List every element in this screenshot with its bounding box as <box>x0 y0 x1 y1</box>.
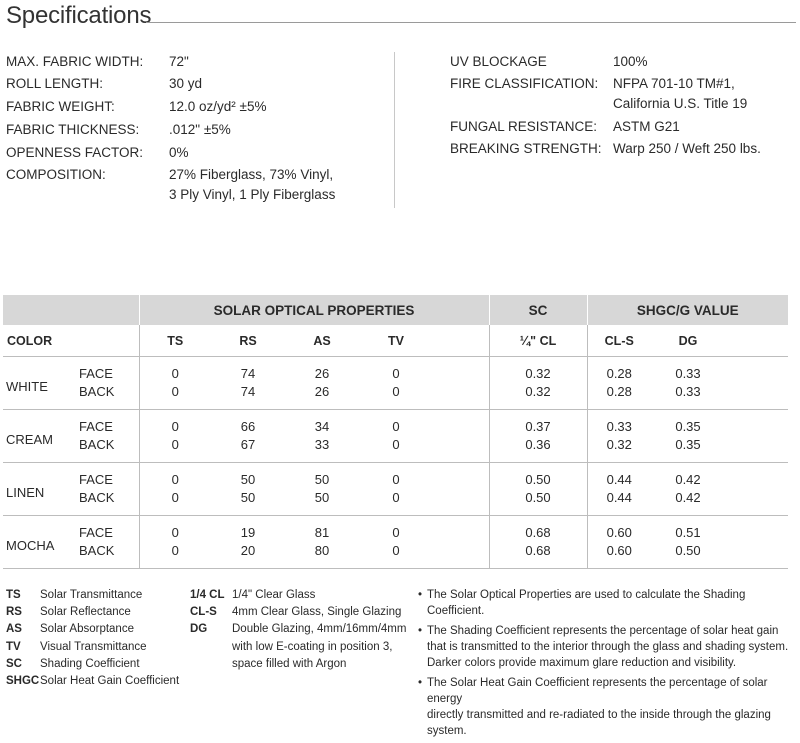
legend-abbr: 1/4 CL <box>190 589 225 601</box>
title-rule <box>146 22 796 23</box>
spec-value: .012" ±5% <box>169 122 231 137</box>
legend-abbreviations <box>6 587 186 692</box>
cell-tv: 0 <box>359 516 433 542</box>
spec-divider <box>394 52 395 208</box>
side-label: FACE <box>77 516 139 542</box>
legend-abbr: SHGC <box>6 675 40 687</box>
cell-ts: 0 <box>139 489 211 516</box>
table-row <box>3 357 788 383</box>
note-item: • The Solar Optical Properties are used to calculate the Shading Coefficient. <box>418 587 798 619</box>
side-label: BACK <box>79 490 115 506</box>
cell-rs: 50 <box>240 490 256 506</box>
page-title: Specifications <box>6 2 152 29</box>
cell-sc: 0.50 <box>489 489 587 516</box>
cell-as: 26 <box>314 384 330 400</box>
cell-as: 50 <box>314 490 330 506</box>
legend-abbr: RS <box>6 606 22 619</box>
side-label: FACE <box>77 357 139 383</box>
spec-value: NFPA 701-10 TM#1, <box>613 76 735 91</box>
cell-ts: 0 <box>139 516 211 542</box>
cell-cls: 0.60 <box>587 516 651 542</box>
side-label: FACE <box>77 410 139 436</box>
legend-abbr: TV <box>6 640 21 653</box>
cell-dg: 0.51 <box>651 516 725 542</box>
cell-as: 81 <box>285 516 359 542</box>
cell-as: 26 <box>285 357 359 383</box>
legend-abbr: AS <box>6 623 22 636</box>
legend-desc: 4mm Clear Glass, Single Glazing <box>232 606 402 619</box>
legend-desc: Shading Coefficient <box>40 657 140 670</box>
cell-as: 80 <box>285 542 359 569</box>
spec-label: FIRE CLASSIFICATION: <box>450 76 599 91</box>
cell-cls: 0.28 <box>587 357 651 383</box>
spec-label: MAX. FABRIC WIDTH: <box>6 54 144 69</box>
cell-tv: 0 <box>359 463 433 489</box>
header-shgc: SHGC/G VALUE <box>587 295 788 325</box>
cell-as: 34 <box>285 410 359 436</box>
legend-abbr: SC <box>6 657 22 670</box>
legend-desc: Solar Heat Gain Coefficient <box>40 675 180 687</box>
cell-tv: 0 <box>392 384 400 400</box>
spec-value-cont: California U.S. Title 19 <box>613 96 748 111</box>
spec-label: OPENNESS FACTOR: <box>6 145 144 160</box>
header-blank <box>3 295 139 325</box>
spec-value: Warp 250 / Weft 250 lbs. <box>613 141 761 156</box>
specs-right <box>450 52 790 162</box>
col-rs: RS <box>239 333 257 348</box>
col-spacer <box>433 325 489 357</box>
cell-dg: 0.33 <box>675 384 701 400</box>
spec-value: ASTM G21 <box>613 119 680 134</box>
legend-desc: Solar Absorptance <box>40 623 134 636</box>
cell-tv: 0 <box>359 357 433 383</box>
spec-label: BREAKING STRENGTH: <box>450 141 602 156</box>
cell-sc: 0.50 <box>489 463 587 489</box>
notes <box>418 587 798 743</box>
cell-rs: 74 <box>240 384 256 400</box>
cell-cls: 0.60 <box>587 542 651 569</box>
cell-ts: 0 <box>139 542 211 569</box>
cell-sc: 0.68 <box>489 516 587 542</box>
group-header-row <box>3 295 788 325</box>
cell-dg: 0.35 <box>675 437 701 453</box>
cell-rs: 67 <box>240 437 256 453</box>
cell-dg: 0.42 <box>675 490 701 506</box>
side-label: BACK <box>77 542 139 569</box>
legend-desc-cont: with low E-coating in position 3, <box>232 640 393 653</box>
table-row <box>3 489 788 516</box>
specs-left <box>6 52 396 212</box>
cell-cls: 0.28 <box>587 383 651 410</box>
spec-label: FUNGAL RESISTANCE: <box>450 119 598 134</box>
color-name: LINEN <box>3 463 77 516</box>
col-ts: TS <box>139 325 211 357</box>
column-header-row <box>3 325 788 357</box>
spec-value: 0% <box>169 145 189 160</box>
legend-abbr: CL-S <box>190 606 217 619</box>
optical-properties-table <box>3 295 788 569</box>
color-name: WHITE <box>3 357 77 410</box>
legend-desc: Solar Reflectance <box>40 606 131 619</box>
spec-label: FABRIC WEIGHT: <box>6 99 115 114</box>
cell-cls: 0.33 <box>587 410 651 436</box>
cell-rs: 66 <box>211 410 285 436</box>
cell-dg: 0.35 <box>651 410 725 436</box>
cell-dg: 0.50 <box>651 542 725 569</box>
legend-abbr: DG <box>190 623 208 636</box>
spec-label: ROLL LENGTH: <box>6 76 104 91</box>
legend-glazing <box>190 587 410 670</box>
cell-sc: 0.36 <box>489 436 587 463</box>
spec-value: 100% <box>613 54 648 69</box>
cell-rs: 19 <box>211 516 285 542</box>
note-item: • The Shading Coefficient represents the percentage of solar heat gain that is transmitted to the interior through the glass and shading system. Darker colors provide maximum glare reduction and visibility. <box>418 623 798 671</box>
cell-ts: 0 <box>139 436 211 463</box>
color-name: CREAM <box>3 410 77 463</box>
col-sc-cl: ¼" CL <box>489 325 587 357</box>
cell-as: 33 <box>314 437 330 453</box>
spec-label: FABRIC THICKNESS: <box>6 122 140 137</box>
cell-tv: 0 <box>392 437 400 453</box>
legend-desc: Visual Transmittance <box>40 640 147 653</box>
legend-abbr: TS <box>6 589 21 601</box>
spec-value: 30 yd <box>169 76 203 91</box>
cell-rs: 50 <box>211 463 285 489</box>
side-label: BACK <box>79 437 115 453</box>
table-row <box>3 410 788 436</box>
header-optical: SOLAR OPTICAL PROPERTIES <box>139 295 489 325</box>
cell-cls: 0.32 <box>587 436 651 463</box>
cell-dg: 0.33 <box>651 357 725 383</box>
cell-sc: 0.37 <box>489 410 587 436</box>
col-cls: CL-S <box>587 325 651 357</box>
cell-rs: 20 <box>211 542 285 569</box>
cell-cls: 0.44 <box>587 463 651 489</box>
col-spacer <box>725 325 788 357</box>
legend-desc: 1/4" Clear Glass <box>232 589 316 601</box>
side-label: FACE <box>77 463 139 489</box>
cell-tv: 0 <box>359 542 433 569</box>
cell-dg: 0.42 <box>651 463 725 489</box>
spec-value: 27% Fiberglass, 73% Vinyl, <box>169 167 334 182</box>
color-name: MOCHA <box>3 516 77 569</box>
table-row <box>3 436 788 463</box>
col-as: AS <box>313 333 331 348</box>
cell-ts: 0 <box>139 357 211 383</box>
spec-value: 72" <box>169 54 189 69</box>
header-sc: SC <box>489 295 587 325</box>
cell-cls: 0.44 <box>587 489 651 516</box>
col-dg: DG <box>678 333 698 348</box>
cell-as: 50 <box>285 463 359 489</box>
spec-value: 12.0 oz/yd² ±5% <box>169 99 267 114</box>
legend-desc: Double Glazing, 4mm/16mm/4mm <box>232 623 407 636</box>
cell-rs: 74 <box>211 357 285 383</box>
col-color: COLOR <box>7 333 53 348</box>
cell-tv: 0 <box>392 490 400 506</box>
col-tv: TV <box>388 333 404 348</box>
table-row <box>3 542 788 569</box>
spec-label: COMPOSITION: <box>6 167 106 182</box>
side-label: BACK <box>79 384 115 400</box>
table-row <box>3 383 788 410</box>
cell-sc: 0.68 <box>489 542 587 569</box>
cell-ts: 0 <box>139 463 211 489</box>
legend-desc: Solar Transmittance <box>40 589 143 601</box>
spec-label: UV BLOCKAGE <box>450 54 547 69</box>
table-row <box>3 463 788 489</box>
cell-sc: 0.32 <box>489 383 587 410</box>
cell-ts: 0 <box>139 410 211 436</box>
table-row <box>3 516 788 542</box>
spec-value-cont: 3 Ply Vinyl, 1 Ply Fiberglass <box>169 187 336 202</box>
cell-sc: 0.32 <box>489 357 587 383</box>
cell-tv: 0 <box>359 410 433 436</box>
note-item: • The Solar Heat Gain Coefficient represents the percentage of solar energy directly transmitted and re-radiated to the inside through the glazing system. <box>418 675 798 739</box>
cell-ts: 0 <box>139 383 211 410</box>
legend-desc-cont: space filled with Argon <box>232 657 347 670</box>
